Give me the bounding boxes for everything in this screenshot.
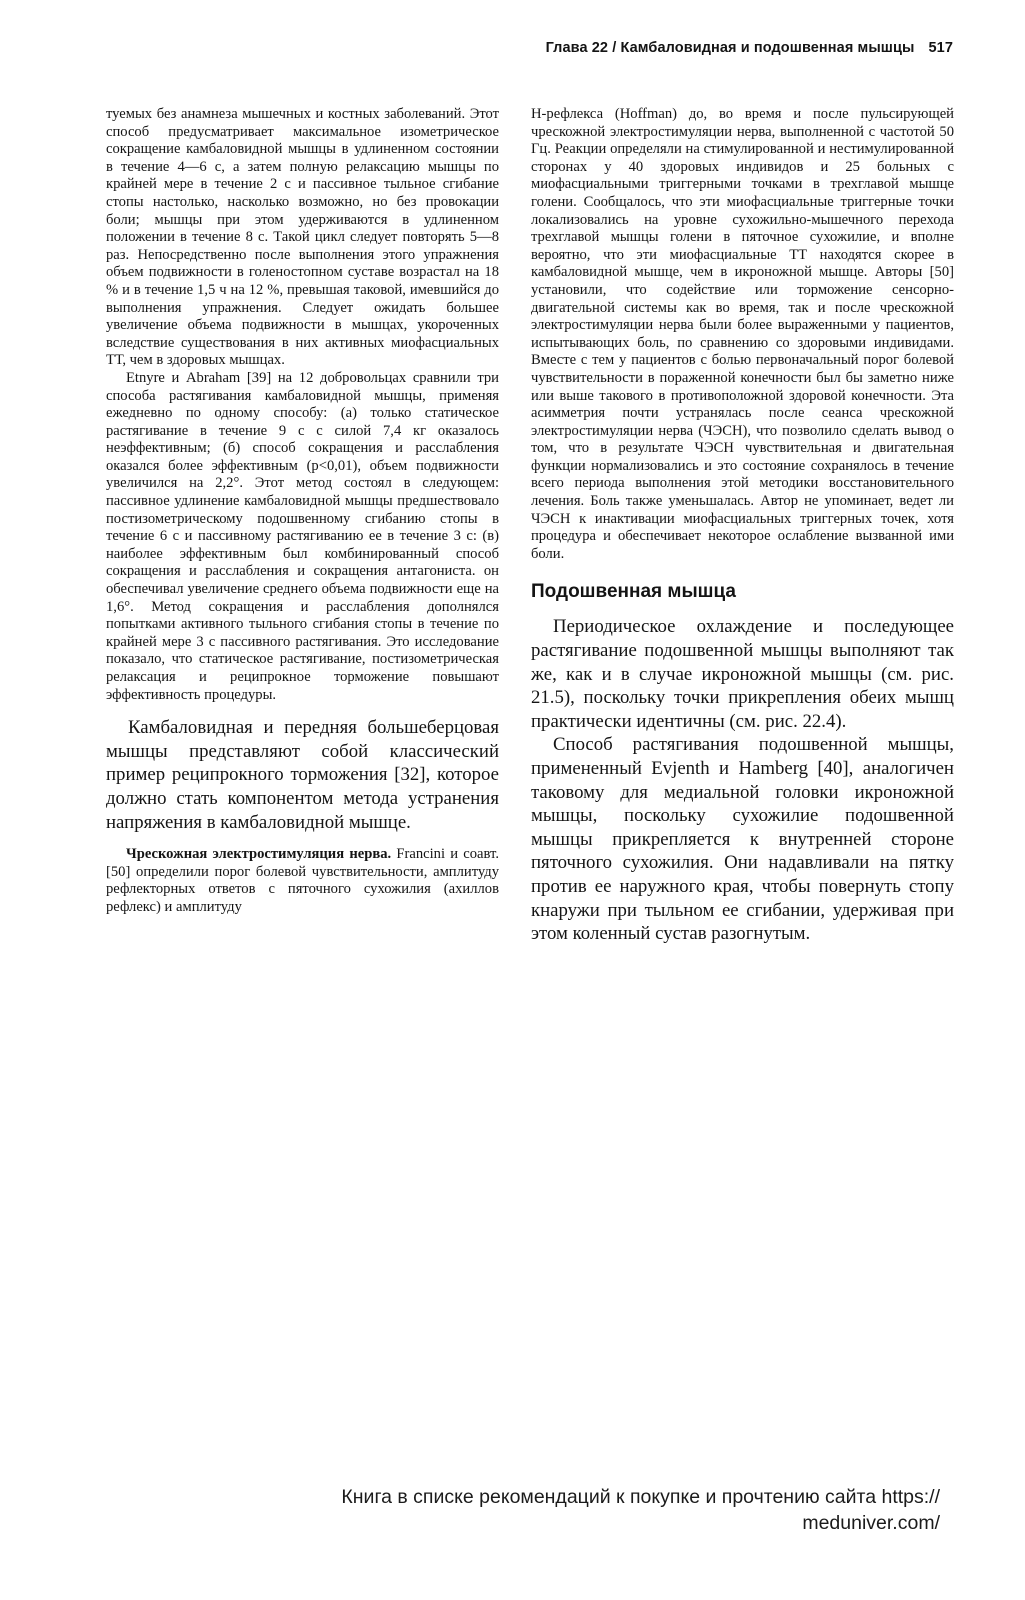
right-column bbox=[531, 106, 954, 946]
left-paragraph-4-body: Francini и соавт. [50] определили порог болевой чувствительности, амплитуду рефлекторных ответов с пяточного сухожилия (ахиллов рефлекс) и амплитуду bbox=[106, 846, 499, 915]
left-small-text-block bbox=[106, 106, 499, 704]
page-number: 517 bbox=[928, 40, 953, 56]
watermark-footer bbox=[150, 1484, 940, 1536]
left-paragraph-3: Камбаловидная и передняя большеберцовая мышцы представляют собой классический пример реципрокного торможения [32], которое должно стать компонентом метода устранения напряжения в камбаловидной мышце. bbox=[106, 717, 499, 833]
right-paragraph-3: Способ растягивания подошвенной мышцы, примененный Evjenth и Hamberg [40], аналогичен таковому для медиальной головки икроножной мышцы, поскольку сухожилие подошвенной мышцы прикрепляется к внутренней стороне пяточного сухожилия. Они надавливали на пятку против ее наружного края, чтобы повернуть стопу кнаружи при тыльном ее сгибании, удерживая при этом коленный сустав разогнутым. bbox=[531, 734, 954, 945]
left-paragraph-2: Etnyre и Abraham [39] на 12 добровольцах сравнили три способа растягивания камбаловидной мышцы, применяя ежедневно по одному способу: (а) только статическое растягивание в течение 9 с с силой 7,4 кг оказалось неэффективным; (б) способ сокращения и расслабления оказался более эффективным (р<0,01), объем подвижности увеличился на 2,2°. Этот метод состоял в следующем: пассивное удлинение камбаловидной мышцы предшествовало постизометрическому подошвенному сгибанию стопы в течение 6 с и пассивному растягиванию ее в течение 3 с: (в) наиболее эффективным был комбинированный способ сокращения и расслабления и сокращения антагониста. он обеспечивал увеличение среднего объема подвижности еще на 1,6°. Метод сокращения и расслабления дополнялся попытками активного тыльного сгибания стопы в течение по крайней мере 3 с пассивного растягивания. Это исследование показало, что статическое растягивание, постизометрическая релаксация и реципрокное торможение повышают эффективность процедуры. bbox=[106, 369, 499, 703]
left-column bbox=[106, 106, 499, 917]
footer-line-2: meduniver.com/ bbox=[802, 1512, 940, 1534]
chapter-title: Глава 22 / Камбаловидная и подошвенная мышцы bbox=[545, 40, 915, 56]
left-paragraph-4 bbox=[106, 846, 499, 916]
section-title: Подошвенная мышца bbox=[531, 581, 736, 603]
right-paragraph-1: Н-рефлекса (Hoffman) до, во время и после пульсирующей чрескожной электростимуляции нерва, выполненной с частотой 50 Гц. Реакции определяли на стимулированной и нестимулированной сторонах у 40 здоровых индивидов и 25 больных с миофасциальными триггерными точками в трехглавой мышце голени. Сообщалось, что эти миофасциальные триггерные точки локализовались на уровне сухожильно-мышечного перехода трехглавой мышцы голени в пяточное сухожилие, и вполне вероятно, что эти миофасциальные ТТ находятся скорее в камбаловидной мышце, чем в икроножной мышце. Авторы [50] установили, что содействие или торможение сенсорно-двигательной системы как во время, так и после чрескожной электростимуляции нерва были более выраженными у пациентов, испытывающих боль, по сравнению со здоровыми индивидами. Вместе с тем у пациентов с болью первоначальный порог болевой чувствительности в пораженной конечности был бы заметно ниже или выше такового в противоположной здоровой конечности. Эта асимметрия почти устранялась после сеанса чрескожной электростимуляции нерва (ЧЭСН), что позволило сделать вывод о том, что в результате ЧЭСН чувствительная и двигательная функции нормализовались и это состояние сохранялось в течение всего периода выполнения этой методики восстановительного лечения. Боль также уменьшалась. Автор не упоминает, ведет ли ЧЭСН к инактивации миофасциальных триггерных точек, хотя процедура и обеспечивает некоторое ослабление вызванной ими боли. bbox=[531, 106, 954, 562]
footer-line-1: Книга в списке рекомендаций к покупке и прочтению сайта https:// bbox=[341, 1486, 940, 1508]
running-header bbox=[96, 40, 953, 56]
right-paragraph-2: Периодическое охлаждение и последующее растягивание подошвенной мышцы выполняют так же, как и в случае икроножной мышцы (см. рис. 21.5), поскольку точки прикрепления обеих мышц практически идентичны (см. рис. 22.4). bbox=[531, 616, 954, 732]
left-paragraph-1: туемых без анамнеза мышечных и костных заболеваний. Этот способ предусматривает максимальное изометрическое сокращение камбаловидной мышцы в удлиненном состоянии в течение 4—6 с, а затем полную релаксацию мышцы по крайней мере в течение 2 с и пассивное тыльное сгибание стопы настолько, насколько возможно, но без провокации боли; мышцы при этом удерживаются в удлиненном положении в течение 8 с. Такой цикл следует повторять 5—8 раз. Непосредственно после выполнения этого упражнения объем подвижности в голеностопном суставе возрастал на 18 % и в течение 1,5 ч на 12 %, превышая таковой, имевшийся до выполнения упражнения. Следует ожидать большее увеличение объема подвижности в мышцах, укороченных вследствие существования в них активных миофасциальных ТТ, чем в здоровых мышцах. bbox=[106, 106, 499, 369]
run-in-heading: Чрескожная электростимуляция нерва. bbox=[126, 846, 392, 863]
left-small-text-block-2 bbox=[106, 846, 499, 916]
right-small-text-block bbox=[531, 106, 954, 563]
